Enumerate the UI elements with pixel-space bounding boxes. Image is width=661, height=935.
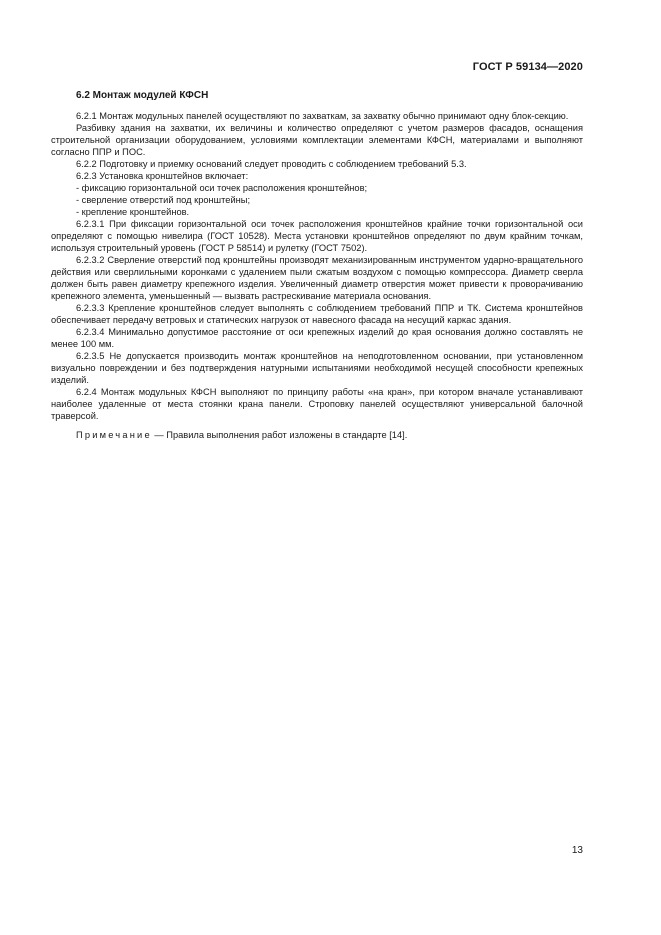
standard-designation: ГОСТ Р 59134—2020 (472, 61, 583, 73)
paragraph: 6.2.3.1 При фиксации горизонтальной оси точек расположения кронштейнов крайние точки горизонтальной оси определяют с помощью нивелира (ГОСТ 10528). Места установки кронштейнов определяют по двум крайним точкам, используя строительный уровень (ГОСТ Р 58514) и рулетку (ГОСТ 7502). (51, 219, 583, 253)
paragraph: Разбивку здания на захватки, их величины и количество определяют с учетом размеров фасадов, оснащения строительной организации оборудованием, условиями комплектации элементами КФСН, материалами и выполняют согласно ППР и ПОС. (51, 123, 583, 157)
note-label: Примечание (76, 430, 152, 440)
paragraph: 6.2.3.3 Крепление кронштейнов следует выполнять с соблюдением требований ППР и ТК. Система кронштейнов обеспечивает передачу ветровых и статических нагрузок от навесного фасада на несущий каркас здания. (51, 303, 583, 325)
paragraph: 6.2.1 Монтаж модульных панелей осуществляют по захваткам, за захватку обычно принимают одну блок-секцию. (76, 111, 569, 121)
section-title: 6.2 Монтаж модулей КФСН (76, 90, 209, 101)
paragraph: 6.2.3.5 Не допускается производить монтаж кронштейнов на неподготовленном основании, при установленном визуально повреждении и без подтверждения натурными испытаниями необходимой несущей способности крепежных изделий. (51, 351, 583, 385)
paragraph: 6.2.3.2 Сверление отверстий под кронштейны производят механизированным инструментом ударно-вращательного действия или сверлильными коронками с удалением пыли сжатым воздухом с помощью компрессора. Диаметр сверла должен быть равен диаметру крепежного изделия. Увеличенный диаметр отверстия может привести к проворачиванию крепежного элемента, уменьшенный — вызвать растрескивание материала основания. (51, 255, 583, 301)
paragraph: 6.2.3 Установка кронштейнов включает: (76, 171, 249, 181)
note (51, 429, 583, 441)
document-body (51, 90, 583, 441)
paragraph: 6.2.3.4 Минимально допустимое расстояние от оси крепежных изделий до края основания должно составлять не менее 100 мм. (51, 327, 583, 349)
note-text: — Правила выполнения работ изложены в стандарте [14]. (151, 430, 408, 440)
paragraph: 6.2.2 Подготовку и приемку оснований следует проводить с соблюдением требований 5.3. (76, 159, 467, 169)
list-item: - сверление отверстий под кронштейны; (76, 195, 251, 205)
page-number: 13 (571, 845, 583, 856)
list-item: - крепление кронштейнов. (76, 207, 190, 217)
paragraph: 6.2.4 Монтаж модульных КФСН выполняют по принципу работы «на кран», при котором вначале устанавливают наиболее удаленные от места стоянки крана панели. Строповку панелей осуществляют универсальной балочной траверсой. (51, 387, 583, 421)
list-item: - фиксацию горизонтальной оси точек расположения кронштейнов; (76, 183, 368, 193)
